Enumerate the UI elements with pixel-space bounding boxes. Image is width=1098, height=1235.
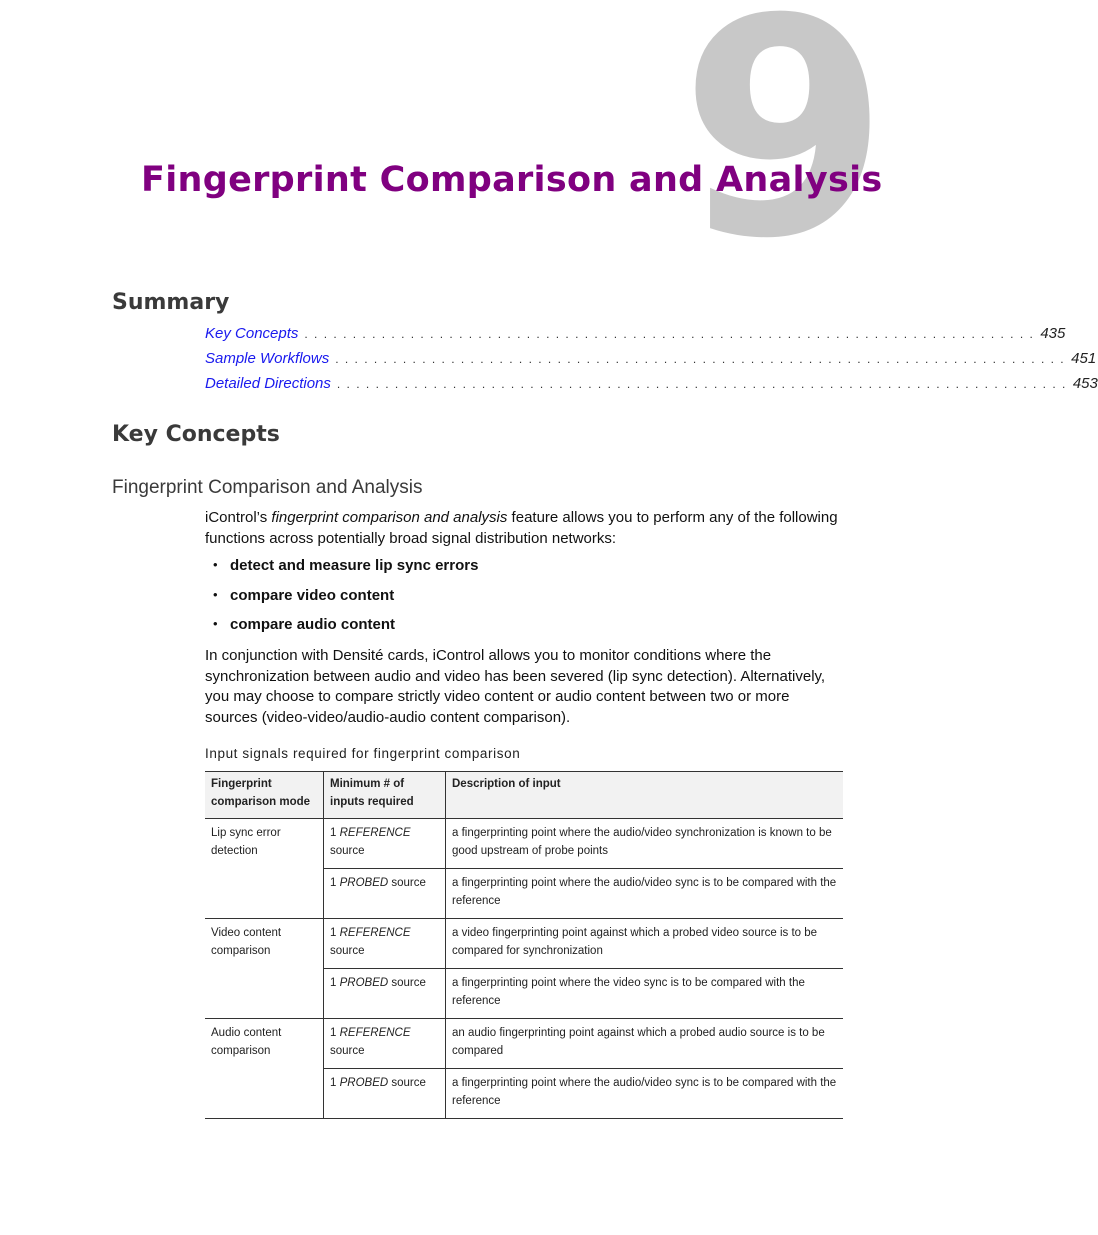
description-cell: a fingerprinting point where the video sync is to be compared with the reference [446, 969, 844, 1019]
toc-entry[interactable] [205, 375, 1098, 400]
toc-link-label[interactable]: Sample Workflows [205, 350, 330, 367]
toc-page-number: 435 [1040, 325, 1066, 342]
intro-paragraph [205, 508, 845, 549]
bullet-icon: • [213, 586, 218, 602]
inputs-cell: 1 PROBED source [324, 1069, 446, 1119]
toc-page-number: 453 [1072, 375, 1098, 392]
inputs-cell: 1 PROBED source [324, 969, 446, 1019]
toc-entry[interactable] [205, 325, 1066, 350]
chapter-number: 9 [680, 0, 889, 304]
list-item [205, 616, 805, 646]
description-cell: a fingerprinting point where the audio/video synchronization is known to be good upstream of probe points [446, 819, 844, 869]
list-item [205, 557, 805, 587]
list-item-text: compare video content [230, 586, 395, 604]
bullet-icon: • [213, 616, 218, 631]
column-header: Minimum # of inputs required [324, 772, 446, 819]
list-item-text: compare audio content [230, 616, 396, 633]
key-concepts-heading: Key Concepts [112, 422, 280, 447]
toc-link-label[interactable]: Detailed Directions [205, 375, 331, 392]
toc-entry[interactable] [205, 350, 1097, 375]
intro-text-end: feature allows you to perform any of the following functions across potentially broad signal distribution networks: [205, 509, 838, 547]
intro-text-start: iControl’s [205, 509, 272, 526]
list-item [205, 587, 805, 617]
input-signals-table [205, 771, 843, 1119]
toc-leader-dots: . . . . . . . . . . . . . . . . . . . . . . . . . . . . . . . . . . . . . . . . . . . . . . . . . . . . . . . . . . . . . . . . . . . . . . . . . . . . [336, 377, 1067, 391]
inputs-cell: 1 PROBED source [324, 869, 446, 919]
table-row [205, 919, 843, 969]
table-caption: Input signals required for fingerprint comparison [205, 746, 521, 761]
toc-link-label[interactable]: Key Concepts [205, 325, 299, 342]
inputs-cell: 1 REFERENCE source [324, 819, 446, 869]
summary-heading: Summary [112, 290, 230, 315]
chapter-title: Fingerprint Comparison and Analysis [141, 160, 883, 200]
mode-cell: Video content comparison [205, 919, 324, 1019]
description-cell: an audio fingerprinting point against which a probed audio source is to be compared [446, 1019, 844, 1069]
inputs-cell: 1 REFERENCE source [324, 919, 446, 969]
table-header-row [205, 772, 843, 819]
description-cell: a fingerprinting point where the audio/video sync is to be compared with the reference [446, 869, 844, 919]
mode-cell: Audio content comparison [205, 1019, 324, 1119]
table-row [205, 819, 843, 869]
body-paragraph: In conjunction with Densité cards, iControl allows you to monitor conditions where the synchronization between audio and video has been severed (lip sync detection). Alternatively, you may choose to compare strictly video content or audio content between two or more sources (video-video/audio-audio content comparison). [205, 647, 826, 726]
bullet-icon: • [213, 557, 218, 572]
summary-toc [205, 325, 1098, 400]
toc-leader-dots: . . . . . . . . . . . . . . . . . . . . . . . . . . . . . . . . . . . . . . . . . . . . . . . . . . . . . . . . . . . . . . . . . . . . . . . . . . . . [335, 352, 1066, 366]
column-header: Description of input [446, 772, 844, 819]
function-list [205, 557, 805, 646]
description-cell: a fingerprinting point where the audio/video sync is to be compared with the reference [446, 1069, 844, 1119]
inputs-cell: 1 REFERENCE source [324, 1019, 446, 1069]
mode-cell: Lip sync error detection [205, 819, 324, 919]
intro-feature-name: fingerprint comparison and analysis [271, 509, 508, 526]
description-cell: a video fingerprinting point against which a probed video source is to be compared for synchronization [446, 919, 844, 969]
list-item-text: detect and measure lip sync errors [230, 557, 479, 574]
table-row [205, 1019, 843, 1069]
toc-page-number: 451 [1071, 350, 1097, 367]
section-subheading: Fingerprint Comparison and Analysis [112, 477, 423, 498]
column-header: Fingerprint comparison mode [205, 772, 324, 819]
toc-leader-dots: . . . . . . . . . . . . . . . . . . . . . . . . . . . . . . . . . . . . . . . . . . . . . . . . . . . . . . . . . . . . . . . . . . . . . . . . . . . . [304, 327, 1035, 341]
